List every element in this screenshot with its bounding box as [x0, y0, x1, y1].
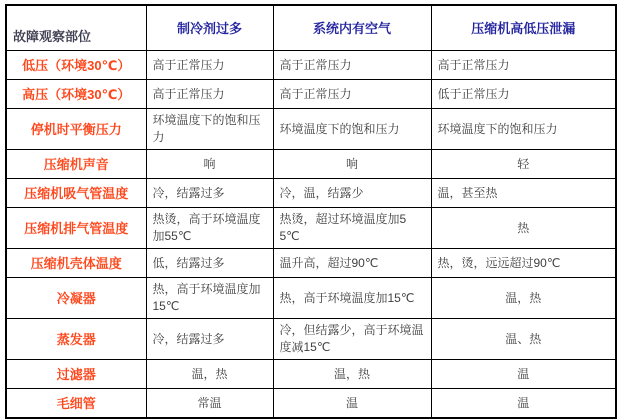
table-row — [6, 249, 616, 278]
row-label: 低压（环境30℃） — [6, 51, 146, 80]
symptom-cell: 冷，温，结露少 — [273, 179, 431, 208]
table-row — [6, 51, 616, 80]
symptom-cell: 冷，结露过多 — [146, 179, 273, 208]
table-row — [6, 389, 616, 419]
symptom-cell: 低于正常压力 — [431, 80, 616, 109]
row-label: 高压（环境30℃） — [6, 80, 146, 109]
table-row — [6, 109, 616, 150]
row-label: 蒸发器 — [6, 319, 146, 360]
symptom-cell: 温升高，超过90℃ — [273, 249, 431, 278]
symptom-cell: 高于正常压力 — [273, 80, 431, 109]
row-label: 停机时平衡压力 — [6, 109, 146, 150]
symptom-cell: 热烫，高于环境温度加55℃ — [146, 208, 273, 249]
symptom-cell: 温，热 — [146, 360, 273, 389]
symptom-cell: 温、热 — [431, 319, 616, 360]
symptom-cell: 高于正常压力 — [431, 51, 616, 80]
symptom-cell: 温，热 — [273, 360, 431, 389]
symptom-cell: 温，热 — [431, 278, 616, 319]
symptom-cell: 轻 — [431, 150, 616, 179]
symptom-cell: 高于正常压力 — [146, 51, 273, 80]
column-header-air-in-system: 系统内有空气 — [273, 5, 431, 51]
symptom-cell: 低，结露过多 — [146, 249, 273, 278]
table-row — [6, 319, 616, 360]
symptom-cell: 温，甚至热 — [431, 179, 616, 208]
row-label: 压缩机排气管温度 — [6, 208, 146, 249]
row-label: 过滤器 — [6, 360, 146, 389]
column-header-refrigerant-overcharge: 制冷剂过多 — [146, 5, 273, 51]
symptom-cell: 热，高于环境温度加15℃ — [273, 278, 431, 319]
symptom-cell: 环境温度下的饱和压力 — [273, 109, 431, 150]
symptom-cell: 常温 — [146, 389, 273, 419]
table-row — [6, 208, 616, 249]
symptom-cell: 冷，结露过多 — [146, 319, 273, 360]
symptom-cell: 响 — [273, 150, 431, 179]
table-body — [6, 51, 616, 419]
row-label: 毛细管 — [6, 389, 146, 419]
symptom-cell: 冷，但结露少，高于环境温度减15℃ — [273, 319, 431, 360]
symptom-cell: 温 — [273, 389, 431, 419]
table-row — [6, 179, 616, 208]
symptom-cell: 热烫，超过环境温度加55℃ — [273, 208, 431, 249]
symptom-cell: 环境温度下的饱和压力 — [431, 109, 616, 150]
row-label: 压缩机壳体温度 — [6, 249, 146, 278]
row-label: 压缩机声音 — [6, 150, 146, 179]
symptom-cell: 温 — [431, 360, 616, 389]
row-label: 冷凝器 — [6, 278, 146, 319]
symptom-cell: 温 — [431, 389, 616, 419]
table-row — [6, 278, 616, 319]
symptom-cell: 高于正常压力 — [273, 51, 431, 80]
table-header-row — [6, 5, 616, 51]
fault-diagnosis-table — [5, 4, 617, 419]
symptom-cell: 热，高于环境温度加15℃ — [146, 278, 273, 319]
symptom-cell: 环境温度下的饱和压力 — [146, 109, 273, 150]
symptom-cell: 热 — [431, 208, 616, 249]
symptom-cell: 热，烫，远远超过90℃ — [431, 249, 616, 278]
symptom-cell: 响 — [146, 150, 273, 179]
table-row — [6, 150, 616, 179]
corner-header-cell: 故障观察部位 — [6, 5, 146, 51]
column-header-compressor-leak: 压缩机高低压泄漏 — [431, 5, 616, 51]
table-row — [6, 360, 616, 389]
table-row — [6, 80, 616, 109]
row-label: 压缩机吸气管温度 — [6, 179, 146, 208]
symptom-cell: 高于正常压力 — [146, 80, 273, 109]
